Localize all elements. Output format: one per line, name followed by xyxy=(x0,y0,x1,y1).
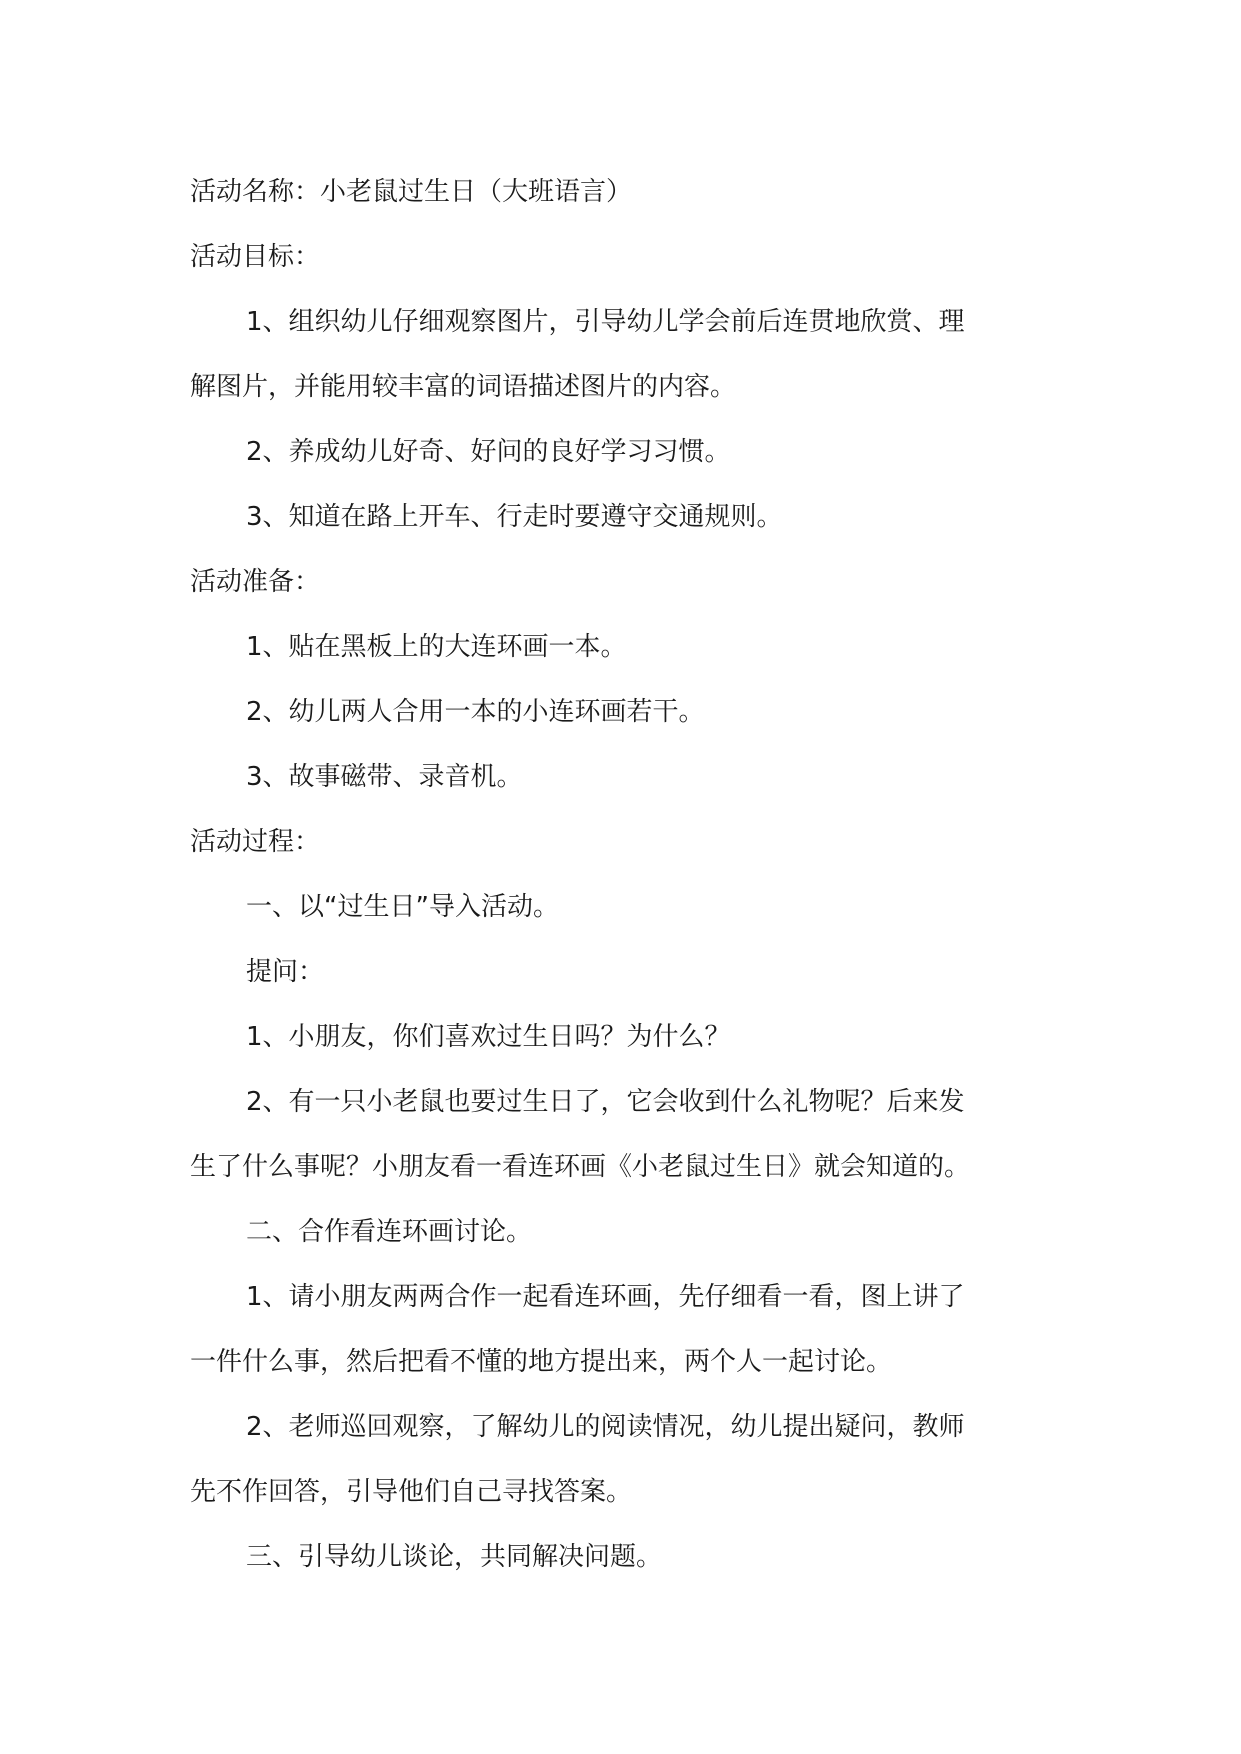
preparation-1: 1、贴在黑板上的大连环画一本。 xyxy=(246,632,627,662)
step-2-item-2-line-2: 先不作回答，引导他们自己寻找答案。 xyxy=(190,1477,633,1507)
question-1: 1、小朋友，你们喜欢过生日吗？为什么？ xyxy=(246,1022,731,1052)
activity-name-line: 活动名称：小老鼠过生日（大班语言） xyxy=(190,177,633,207)
process-step-1: 一、以“过生日”导入活动。 xyxy=(246,892,559,922)
process-heading: 活动过程： xyxy=(190,827,321,857)
objective-3: 3、知道在路上开车、行走时要遵守交通规则。 xyxy=(246,502,783,532)
question-2-line-1: 2、有一只小老鼠也要过生日了，它会收到什么礼物呢？后来发 xyxy=(246,1087,965,1117)
objectives-heading: 活动目标： xyxy=(190,242,321,272)
step-2-item-1-line-1: 1、请小朋友两两合作一起看连环画，先仔细看一看，图上讲了 xyxy=(246,1282,965,1312)
step-2-item-2-line-1: 2、老师巡回观察，了解幼儿的阅读情况，幼儿提出疑问，教师 xyxy=(246,1412,965,1442)
preparation-heading: 活动准备： xyxy=(190,567,321,597)
objective-2: 2、养成幼儿好奇、好问的良好学习习惯。 xyxy=(246,437,731,467)
objective-1-line-2: 解图片，并能用较丰富的词语描述图片的内容。 xyxy=(190,372,737,402)
document-page xyxy=(190,160,1060,1590)
objective-1-line-1: 1、组织幼儿仔细观察图片，引导幼儿学会前后连贯地欣赏、理 xyxy=(246,307,965,337)
process-step-3: 三、引导幼儿谈论，共同解决问题。 xyxy=(246,1542,663,1572)
preparation-3: 3、故事磁带、录音机。 xyxy=(246,762,523,792)
step-2-item-1-line-2: 一件什么事，然后把看不懂的地方提出来，两个人一起讨论。 xyxy=(190,1347,893,1377)
questions-label: 提问： xyxy=(246,957,325,987)
question-2-line-2: 生了什么事呢？小朋友看一看连环画《小老鼠过生日》就会知道的。 xyxy=(190,1152,971,1182)
preparation-2: 2、幼儿两人合用一本的小连环画若干。 xyxy=(246,697,705,727)
process-step-2: 二、合作看连环画讨论。 xyxy=(246,1217,533,1247)
